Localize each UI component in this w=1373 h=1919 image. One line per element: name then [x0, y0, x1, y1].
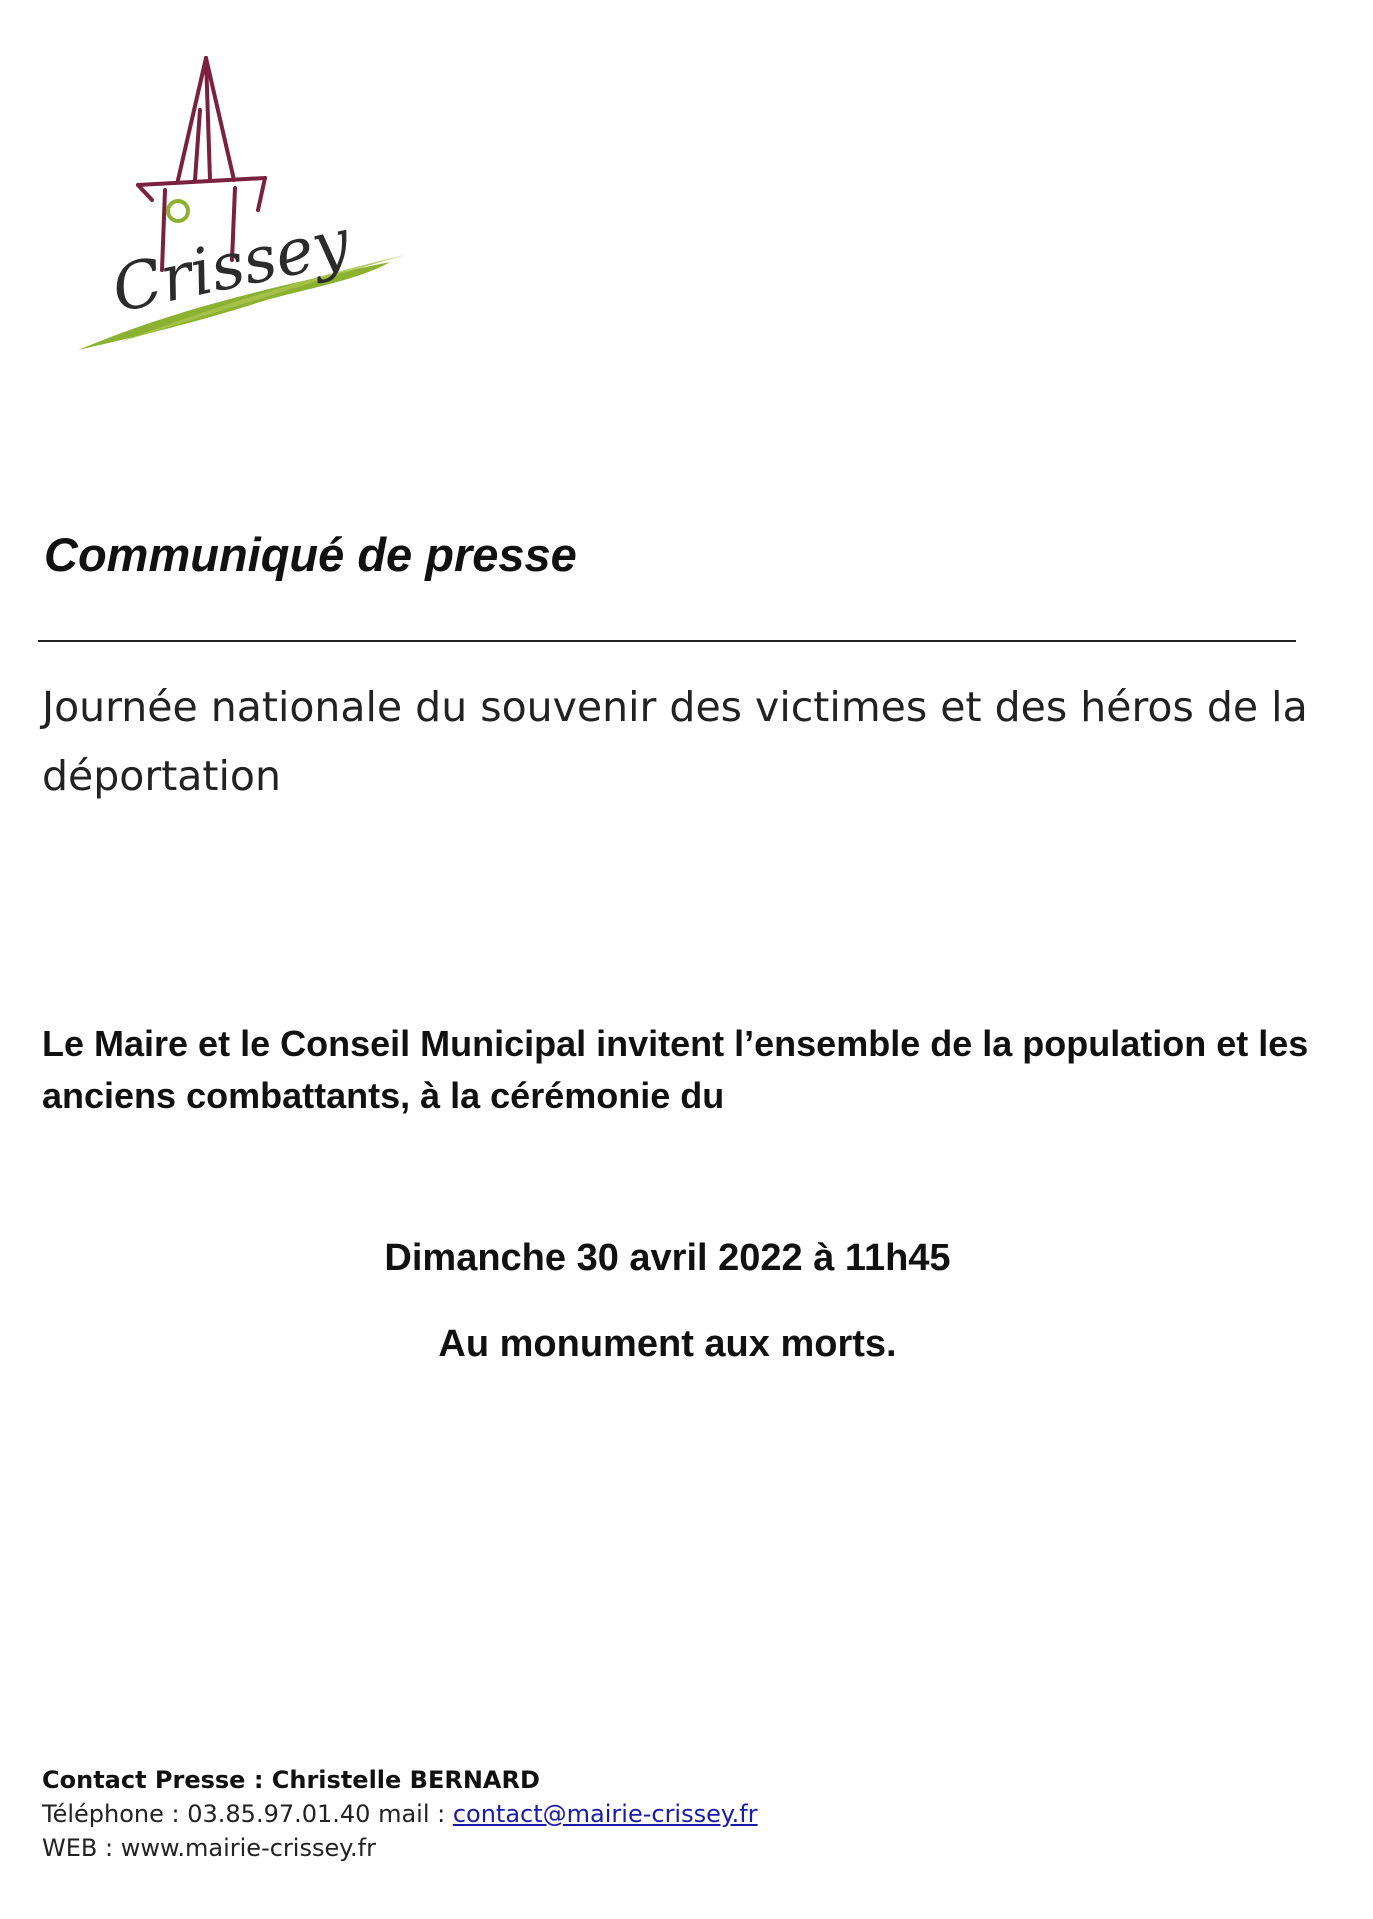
title-divider [38, 640, 1296, 642]
crissey-logo-graphic [60, 50, 420, 370]
subject-heading: Journée nationale du souvenir des victimes et des héros de la déportation [42, 683, 1308, 800]
phone-mail-line [42, 1797, 758, 1831]
phone-text: Téléphone : 03.85.97.01.40 mail : [42, 1800, 453, 1828]
logo-window-icon [168, 201, 188, 221]
event-place: Au monument aux morts. [438, 1323, 897, 1365]
invitation-text: Le Maire et le Conseil Municipal invitent l’ensemble de la population et les anciens combattants, à la cérémonie du [42, 1023, 1309, 1116]
website-line: WEB : www.mairie-crissey.fr [42, 1834, 376, 1862]
logo-wordmark: Crissey [105, 205, 356, 328]
press-release-title: Communiqué de presse [44, 528, 577, 581]
email-link[interactable]: contact@mairie-crissey.fr [452, 1800, 758, 1828]
crissey-logo [60, 50, 420, 370]
contact-block [42, 1763, 758, 1865]
event-date: Dimanche 30 avril 2022 à 11h45 [384, 1237, 951, 1279]
press-contact: Contact Presse : Christelle BERNARD [42, 1766, 540, 1794]
